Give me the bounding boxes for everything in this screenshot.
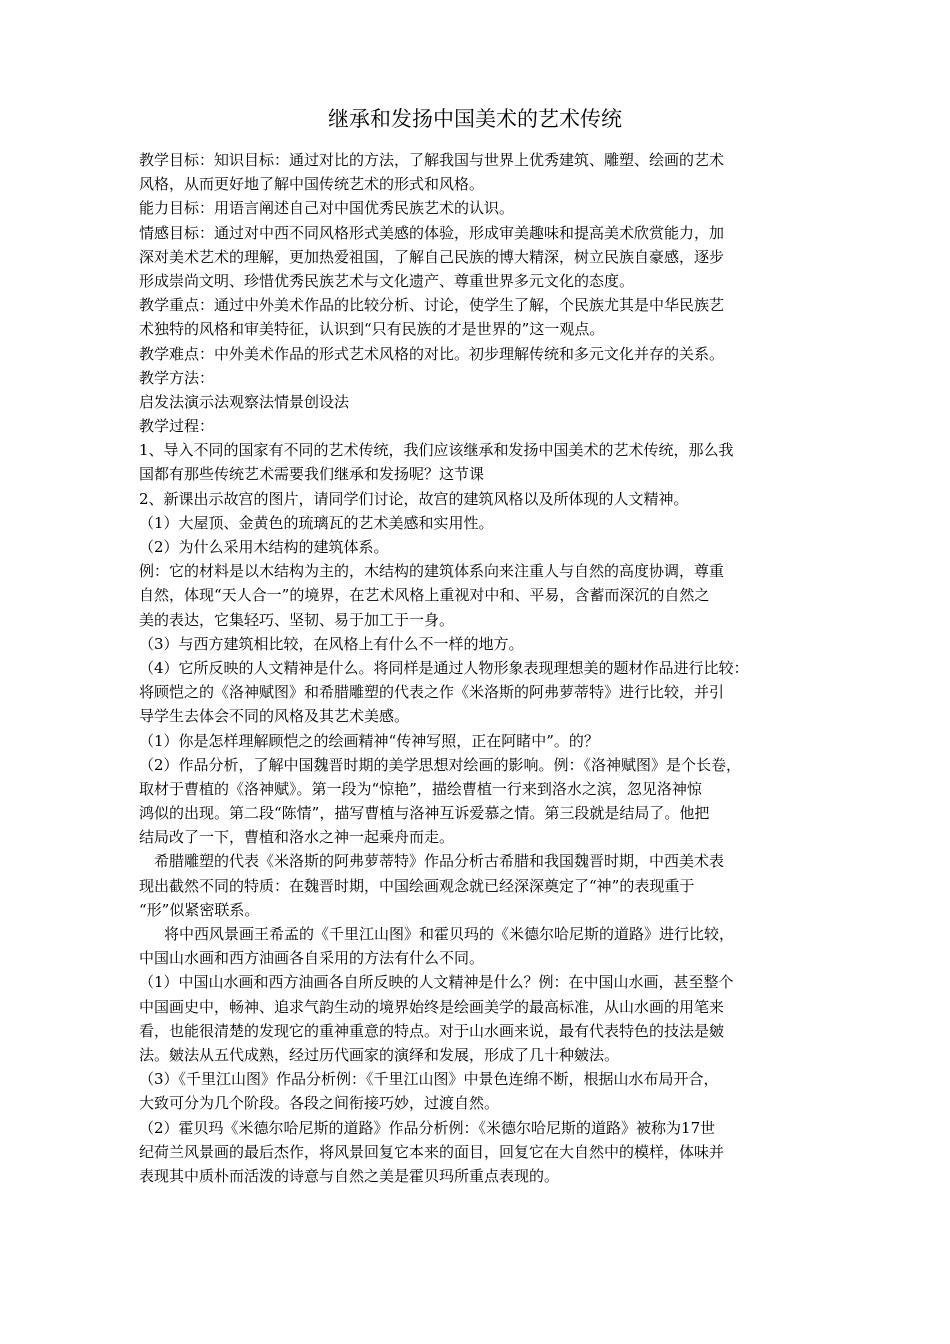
text-line: 例：它的材料是以木结构为主的，木结构的建筑体系向来注重人与自然的高度协调，尊重 xyxy=(139,562,725,581)
text-line: 教学目标：知识目标：通过对比的方法，了解我国与世界上优秀建筑、雕塑、绘画的艺术 xyxy=(139,151,725,169)
text-line: 国都有那些传统艺术需要我们继承和发扬呢？这节课 xyxy=(139,465,485,484)
text-line: 情感目标：通过对中西不同风格形式美感的体验，形成审美趣味和提高美术欣赏能力，加 xyxy=(139,223,725,242)
text-line: 鸿似的出现。第二段“陈情”，描写曹植与洛神互诉爱慕之情。第三段就是结局了。他把 xyxy=(139,804,710,823)
text-line: 风格，从而更好地了解中国传统艺术的形式和风格。 xyxy=(139,175,485,194)
text-line: 看，也能很清楚的发现它的重神重意的特点。对于山水画来说，最有代表特色的技法是皴 xyxy=(139,1021,725,1040)
text-line: （4）它所反映的人文精神是什么。将同样是通过人物形象表现理想美的题材作品进行比较： xyxy=(139,658,749,677)
text-line: 导学生去体会不同的风格及其艺术美感。 xyxy=(139,707,410,726)
text-line: （1）大屋顶、金黄色的琉璃瓦的艺术美感和实用性。 xyxy=(139,513,494,532)
text-line: 希腊雕塑的代表《米洛斯的阿弗萝蒂特》作品分析古希腊和我国魏晋时期，中西美术表 xyxy=(154,852,725,871)
text-line: （2）为什么采用木结构的建筑体系。 xyxy=(139,538,389,556)
text-line: “形”似紧密联系。 xyxy=(139,900,260,919)
text-line: （1）中国山水画和西方油画各自所反映的人文精神是什么？例：在中国山水画，甚至整个 xyxy=(139,973,734,992)
text-line: 美的表达，它集轻巧、坚韧、易于加工于一身。 xyxy=(139,610,455,629)
text-line: （1）你是怎样理解顾恺之的绘画精神“传神写照，正在阿睹中”。的？ xyxy=(139,731,599,750)
text-line: 能力目标：用语言阐述自己对中国优秀民族艺术的认识。 xyxy=(139,199,515,218)
text-line: 1、导入不同的国家有不同的艺术传统，我们应该继承和发扬中国美术的艺术传统，那么我 xyxy=(139,441,734,460)
text-line: 教学方法： xyxy=(139,368,215,387)
text-line: 教学过程： xyxy=(139,417,215,436)
document-body xyxy=(139,148,839,1188)
text-line: 现出截然不同的特质：在魏晋时期，中国绘画观念就已经深深奠定了“神”的表现重于 xyxy=(139,876,695,895)
text-line: 教学重点：通过中外美术作品的比较分析、讨论，使学生了解，个民族尤其是中华民族艺 xyxy=(139,296,725,315)
text-line: （2）作品分析，了解中国魏晋时期的美学思想对绘画的影响。例：《洛神赋图》是个长卷， xyxy=(139,755,742,774)
text-line: 取材于曹植的《洛神赋》。第一段为“惊艳”，描绘曹植一行来到洛水之滨，忽见洛神惊 xyxy=(139,779,702,798)
document-title: 继承和发扬中国美术的艺术传统 xyxy=(328,107,622,131)
text-line: （3）《千里江山图》作品分析例：《千里江山图》中景色连绵不断，根据山水布局开合， xyxy=(139,1070,719,1089)
text-line: （2）霍贝玛《米德尔哈尼斯的道路》作品分析例：《米德尔哈尼斯的道路》被称为17世 xyxy=(139,1118,716,1137)
text-line: 教学难点：中外美术作品的形式艺术风格的对比。初步理解传统和多元文化并存的关系。 xyxy=(139,344,725,363)
text-line: 法。皴法从五代成熟，经过历代画家的演绎和发展，形成了几十种皴法。 xyxy=(139,1045,620,1064)
text-line: 2、新课出示故宫的图片，请同学们讨论，故宫的建筑风格以及所体现的人文精神。 xyxy=(139,489,689,508)
text-line: 自然，体现“天人合一”的境界，在艺术风格上重视对中和、平易，含蓄而深沉的自然之 xyxy=(139,586,710,605)
text-line: 启发法演示法观察法情景创设法 xyxy=(139,392,350,411)
text-line: 纪荷兰风景画的最后杰作，将风景回复它本来的面目，回复它在大自然中的模样，体味并 xyxy=(139,1142,725,1161)
text-line: （3）与西方建筑相比较，在风格上有什么不一样的地方。 xyxy=(139,634,524,653)
text-line: 将顾恺之的《洛神赋图》和希腊雕塑的代表之作《米洛斯的阿弗萝蒂特》进行比较，并引 xyxy=(139,683,725,702)
text-line: 大致可分为几个阶段。各段之间衔接巧妙，过渡自然。 xyxy=(139,1094,500,1113)
text-line: 表现其中质朴而活泼的诗意与自然之美是霍贝玛所重点表现的。 xyxy=(139,1166,560,1185)
text-line: 术独特的风格和审美特征，认识到“只有民族的才是世界的”这一观点。 xyxy=(139,320,605,339)
text-line: 将中西风景画王希孟的《千里江山图》和霍贝玛的《米德尔哈尼斯的道路》进行比较， xyxy=(164,925,735,943)
text-line: 深对美术艺术的理解，更加热爱祖国，了解自己民族的博大精深，树立民族自豪感，逐步 xyxy=(139,247,725,266)
text-line: 形成崇尚文明、珍惜优秀民族艺术与文化遗产、尊重世界多元文化的态度。 xyxy=(139,271,635,290)
text-line: 结局改了一下，曹植和洛水之神一起乘舟而走。 xyxy=(139,828,455,847)
text-line: 中国画史中，畅神、追求气韵生动的境界始终是绘画美学的最高标准，从山水画的用笔来 xyxy=(139,997,725,1016)
text-line: 中国山水画和西方油画各自采用的方法有什么不同。 xyxy=(139,949,485,968)
